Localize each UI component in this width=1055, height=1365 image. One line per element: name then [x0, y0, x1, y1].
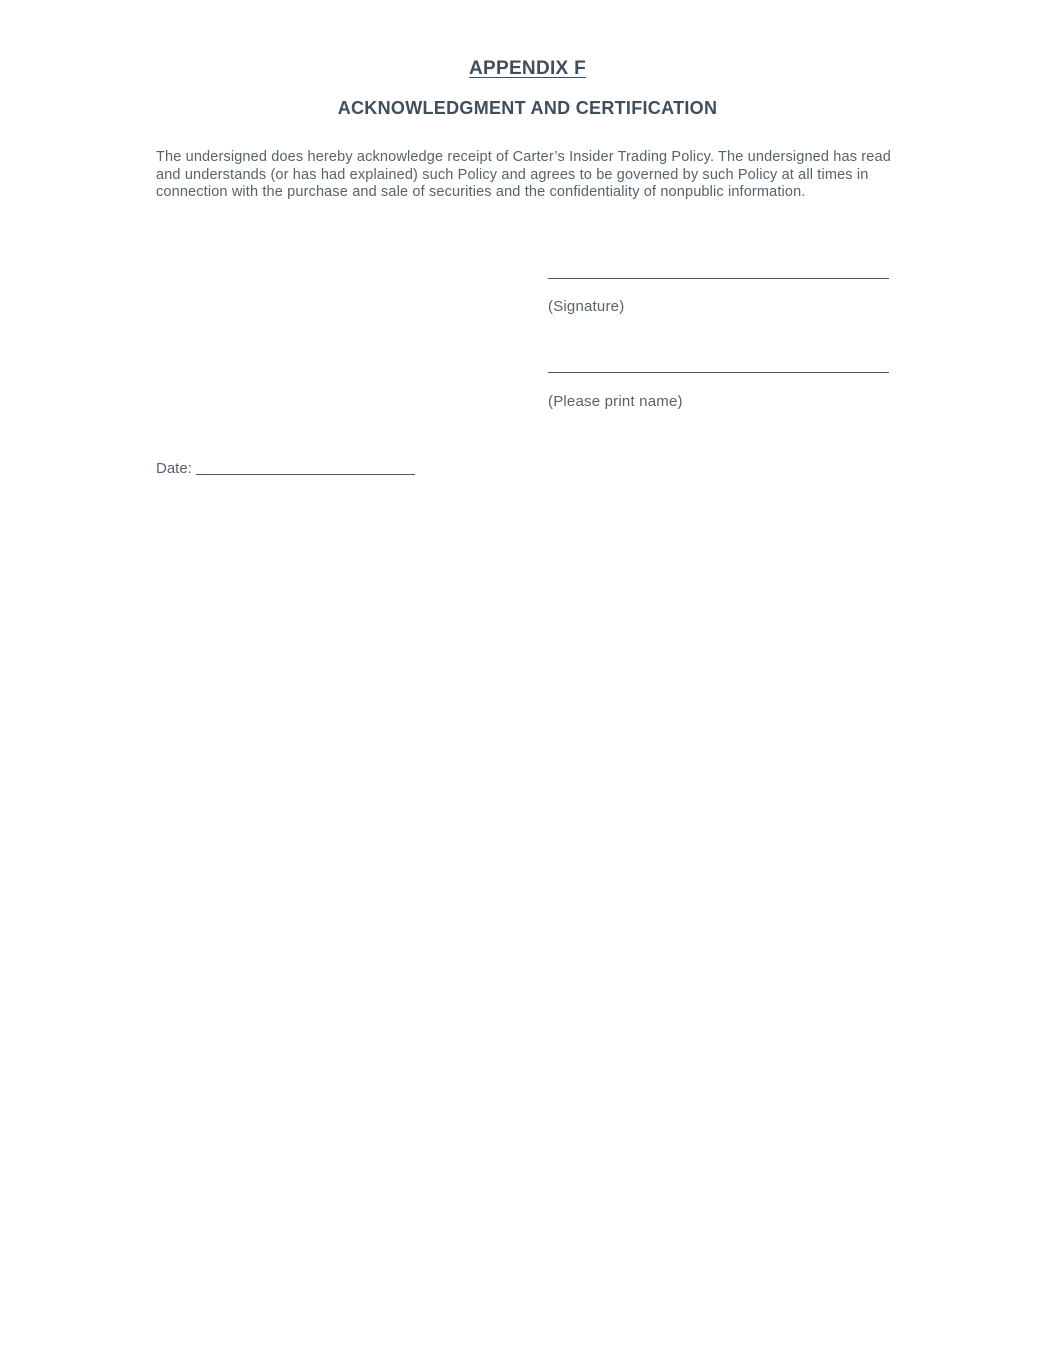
signature-line [548, 278, 889, 279]
date-field [156, 460, 415, 477]
print-name-caption: (Please print name) [548, 393, 683, 410]
date-line [196, 474, 415, 475]
date-label: Date: [156, 460, 192, 477]
signature-caption: (Signature) [548, 298, 625, 315]
section-heading: ACKNOWLEDGMENT AND CERTIFICATION [337, 98, 718, 118]
appendix-title: APPENDIX F [468, 58, 587, 79]
acknowledgment-paragraph: The undersigned does hereby acknowledge receipt of Carter’s Insider Trading Policy. The undersigned has read and understands (or has had explained) such Policy and agrees to be governed by such Policy at all times in connection with the purchase and sale of securities and the confidentiality of nonpublic information. [156, 149, 891, 200]
print-name-line [548, 372, 889, 373]
